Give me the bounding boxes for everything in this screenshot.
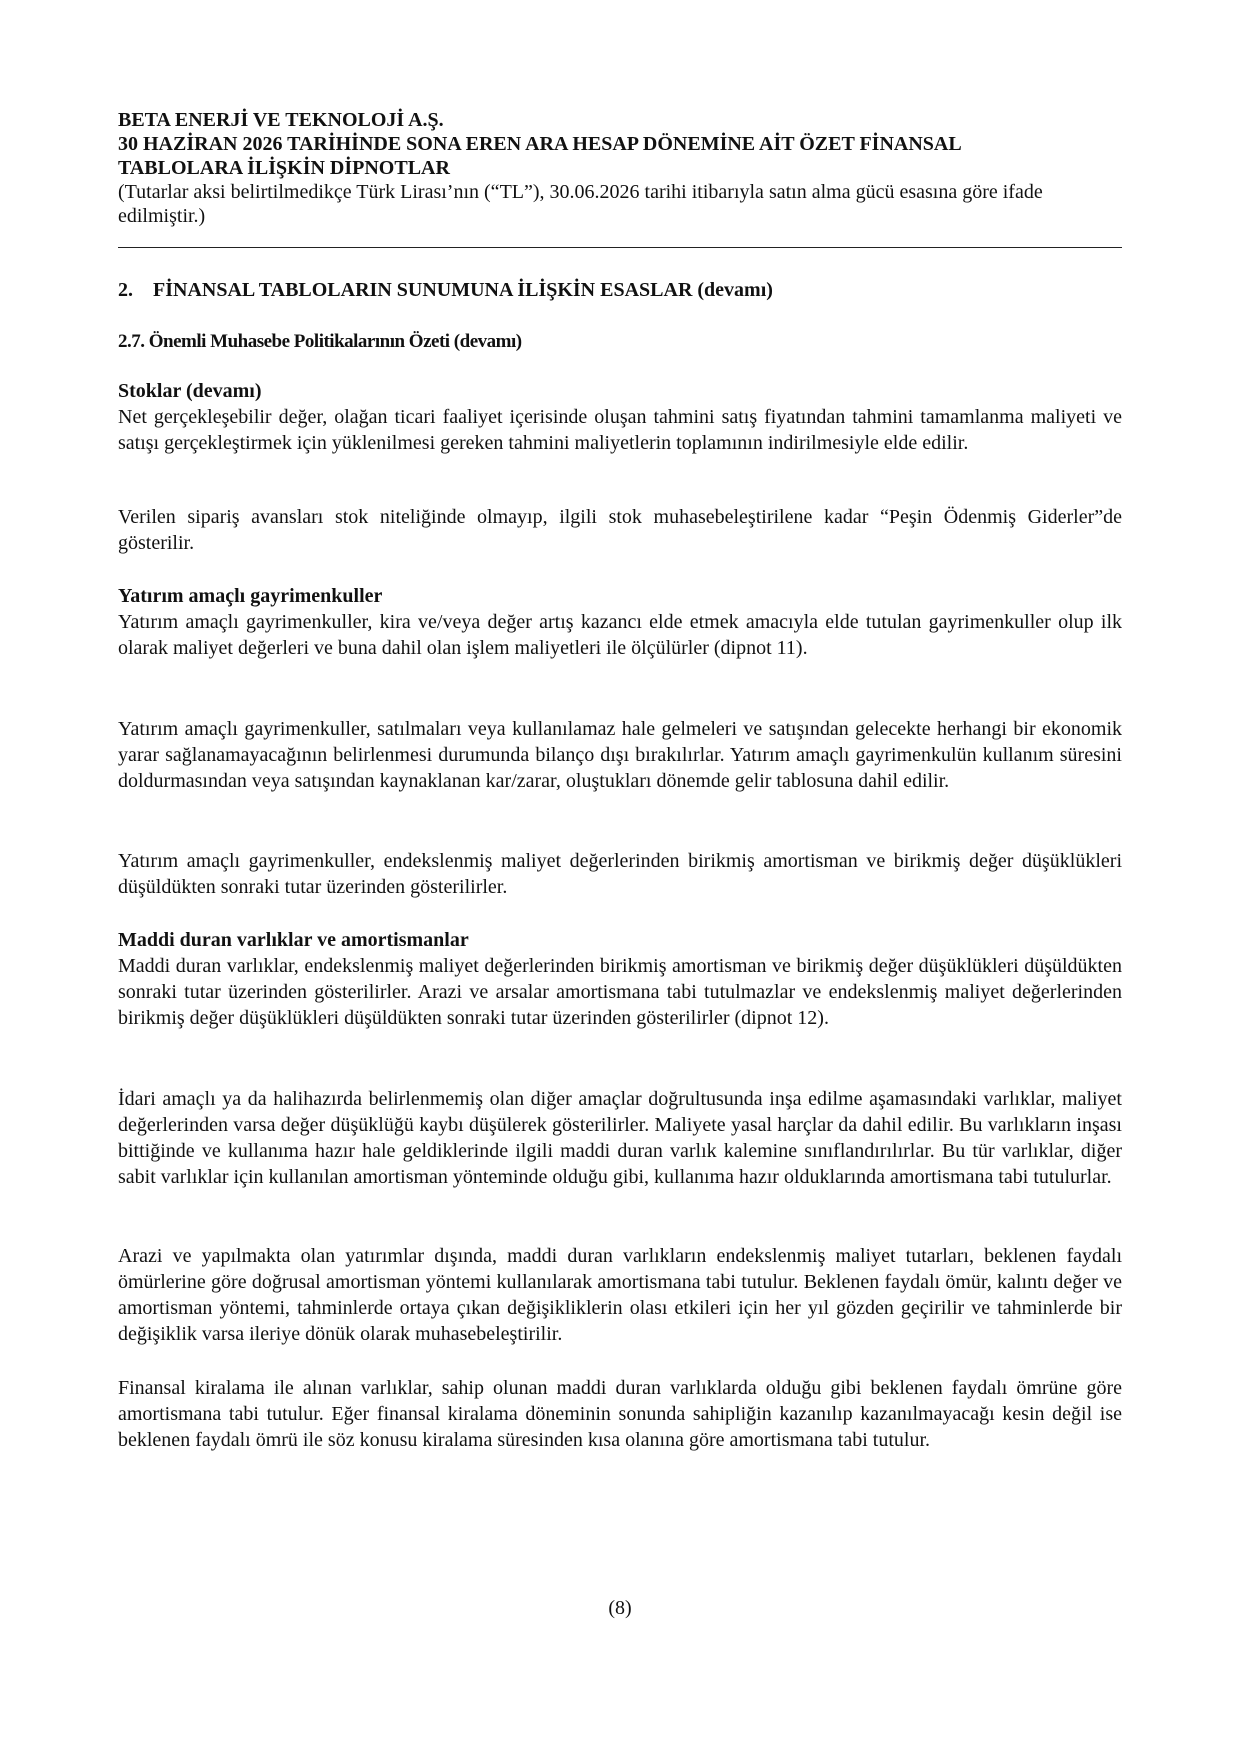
yatirim-section <box>118 583 1122 661</box>
maddi-heading: Maddi duran varlıklar ve amortismanlar <box>118 929 469 951</box>
subsection-title: 2.7. Önemli Muhasebe Politikalarının Özeti (devamı) <box>118 331 522 352</box>
section-title: 2. FİNANSAL TABLOLARIN SUNUMUNA İLİŞKİN ESASLAR (devamı) <box>118 279 773 301</box>
stoklar-section <box>118 378 1122 456</box>
report-title-line1: 30 HAZİRAN 2026 TARİHİNDE SONA EREN ARA HESAP DÖNEMİNE AİT ÖZET FİNANSAL <box>118 133 962 155</box>
stoklar-heading: Stoklar (devamı) <box>118 380 262 402</box>
maddi-paragraph-3-block <box>118 1243 1122 1347</box>
stoklar-paragraph-1: Net gerçekleşebilir değer, olağan ticari faaliyet içerisinde oluşan tahmini satış fiyatından tahmini tamamlanma maliyeti ve satışı gerçekleştirmek için yüklenilmesi gereken tahmini maliyetlerin toplamının indirilmesiyle elde edilir. <box>118 406 1122 454</box>
maddi-paragraph-2-block <box>118 1086 1122 1190</box>
header-divider <box>118 247 1122 248</box>
stoklar-paragraph-2: Verilen sipariş avansları stok niteliğinde olmayıp, ilgili stok muhasebeleştirilene kadar “Peşin Ödenmiş Giderler”de gösterilir. <box>118 506 1122 554</box>
report-title-line2: TABLOLARA İLİŞKİN DİPNOTLAR <box>118 157 450 179</box>
yatirim-paragraph-1: Yatırım amaçlı gayrimenkuller, kira ve/veya değer artış kazancı elde etmek amacıyla elde tutulan gayrimenkuller olup ilk olarak maliyet değerleri ve buna dahil olan işlem maliyetleri ile ölçülürler (dipnot 11). <box>118 611 1122 659</box>
yatirim-heading: Yatırım amaçlı gayrimenkuller <box>118 585 383 607</box>
maddi-paragraph-2: İdari amaçlı ya da halihazırda belirlenmemiş olan diğer amaçlar doğrultusunda inşa edilme aşamasındaki varlıklar, maliyet değerlerinden varsa değer düşüklüğü kaybı düşülerek gösterilirler. Maliyete yasal harçlar da dahil edilir. Bu varlıkların inşası bittiğinde ve kullanıma hazır hale geldiklerinde ilgili maddi duran varlık kalemine sınıflandırılırlar. Bu tür varlıklar, diğer sabit varlıklar için kullanılan amortisman yönteminde olduğu gibi, kullanıma hazır olduklarında amortismana tabi tutulurlar. <box>118 1088 1122 1188</box>
maddi-paragraph-4-block <box>118 1375 1122 1453</box>
maddi-paragraph-1: Maddi duran varlıklar, endekslenmiş maliyet değerlerinden birikmiş amortisman ve birikmiş değer düşüklükleri düşüldükten sonraki tutar üzerinden gösterilirler. Arazi ve arsalar amortismana tabi tutulmazlar ve endekslenmiş maliyet değerlerinden birikmiş değer düşüklükleri düşüldükten sonraki tutar üzerinden gösterilirler (dipnot 12). <box>118 955 1122 1029</box>
yatirim-paragraph-2-block <box>118 716 1122 794</box>
page-number: (8) <box>608 1597 632 1619</box>
yatirim-paragraph-3: Yatırım amaçlı gayrimenkuller, endekslenmiş maliyet değerlerinden birikmiş amortisman ve birikmiş değer düşüklükleri düşüldükten sonraki tutar üzerinden gösterilirler. <box>118 850 1122 898</box>
maddi-section <box>118 927 1122 1031</box>
yatirim-paragraph-2: Yatırım amaçlı gayrimenkuller, satılmaları veya kullanılamaz hale gelmeleri ve satışından gelecekte herhangi bir ekonomik yarar sağlanamayacağının belirlenmesi durumunda bilanço dışı bırakılırlar. Yatırım amaçlı gayrimenkulün kullanım süresini doldurmasından veya satışından kaynaklanan kar/zarar, oluştukları dönemde gelir tablosuna dahil edilir. <box>118 718 1122 792</box>
page-header <box>118 108 1122 228</box>
maddi-paragraph-4: Finansal kiralama ile alınan varlıklar, sahip olunan maddi duran varlıklarda olduğu gibi beklenen faydalı ömrüne göre amortismana tabi tutulur. Eğer finansal kiralama döneminin sonunda sahipliğin kazanılıp kazanılmayacağı kesin değil ise beklenen faydalı ömrü ile söz konusu kiralama süresinden kısa olanına göre amortismana tabi tutulur. <box>118 1377 1122 1451</box>
company-name: BETA ENERJİ VE TEKNOLOJİ A.Ş. <box>118 109 444 131</box>
yatirim-paragraph-3-block <box>118 848 1122 900</box>
maddi-paragraph-3: Arazi ve yapılmakta olan yatırımlar dışında, maddi duran varlıkların endekslenmiş maliyet tutarları, beklenen faydalı ömürlerine göre doğrusal amortisman yöntemi kullanılarak amortismana tabi tutulur. Beklenen faydalı ömür, kalıntı değer ve amortisman yöntemi, tahminlerde ortaya çıkan değişikliklerin olası etkileri için her yıl gözden geçirilir ve tahminlerde bir değişiklik varsa ileriye dönük olarak muhasebeleştirilir. <box>118 1245 1122 1345</box>
stoklar-paragraph-2-block <box>118 504 1122 556</box>
currency-note: (Tutarlar aksi belirtilmedikçe Türk Lirası’nın (“TL”), 30.06.2026 tarihi itibarıyla satın alma gücü esasına göre ifade edilmiştir.) <box>118 181 1043 227</box>
